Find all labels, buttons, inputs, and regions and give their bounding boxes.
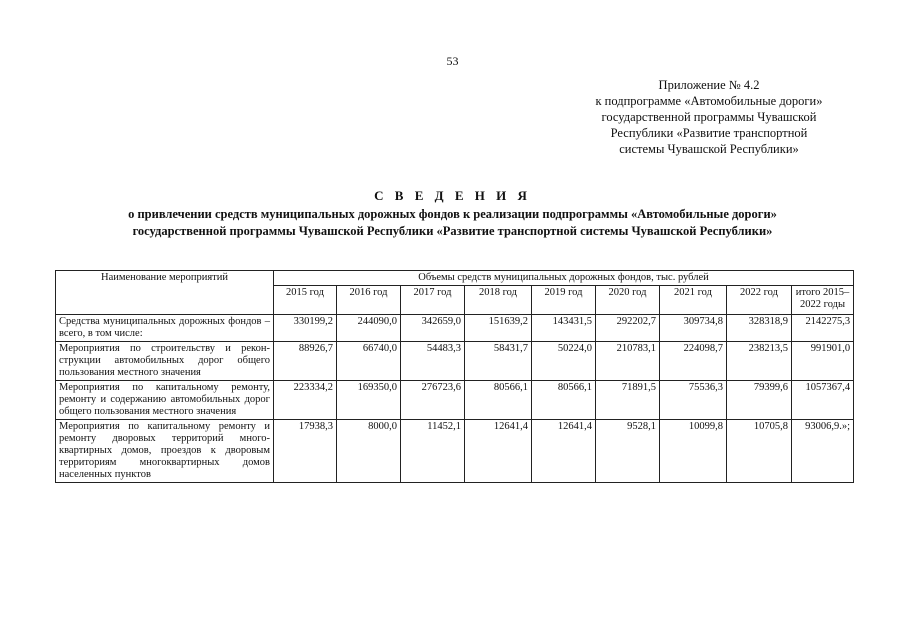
- cell-total: 991901,0: [792, 342, 854, 381]
- cell-value: 292202,7: [596, 315, 660, 342]
- appendix-line: к подпрограмме «Автомобильные дороги»: [595, 94, 823, 108]
- appendix-block: [563, 77, 855, 157]
- cell-value: 12641,4: [465, 420, 532, 483]
- subtitle-line: о привлечении средств муниципальных дорожных фондов к реализации подпрограммы «Автомобильные дороги»: [128, 207, 777, 221]
- year-header: 2018 год: [465, 286, 532, 315]
- cell-value: 71891,5: [596, 381, 660, 420]
- cell-value: 151639,2: [465, 315, 532, 342]
- year-header: 2016 год: [337, 286, 401, 315]
- cell-value: 58431,7: [465, 342, 532, 381]
- appendix-line: системы Чувашской Республики»: [619, 142, 799, 156]
- cell-value: 143431,5: [532, 315, 596, 342]
- cell-value: 10705,8: [727, 420, 792, 483]
- cell-value: 8000,0: [337, 420, 401, 483]
- row-name: Мероприятия по капитальному ремонту и ремонту дворовых территорий многоквартирных домов, проездов к дворовым территориям многоквартирных домов населенных пунктов: [56, 420, 274, 483]
- cell-total: 1057367,4: [792, 381, 854, 420]
- cell-value: 88926,7: [274, 342, 337, 381]
- cell-value: 12641,4: [532, 420, 596, 483]
- cell-value: 169350,0: [337, 381, 401, 420]
- table-row: [56, 315, 854, 342]
- cell-value: 330199,2: [274, 315, 337, 342]
- appendix-line: Приложение № 4.2: [658, 78, 760, 92]
- year-header: 2020 год: [596, 286, 660, 315]
- volume-column-header: Объемы средств муниципальных дорожных фондов, тыс. рублей: [274, 271, 854, 286]
- cell-value: 80566,1: [465, 381, 532, 420]
- document-subtitle: [40, 206, 865, 240]
- cell-value: 223334,2: [274, 381, 337, 420]
- cell-value: 244090,0: [337, 315, 401, 342]
- cell-value: 328318,9: [727, 315, 792, 342]
- year-header: 2017 год: [401, 286, 465, 315]
- cell-value: 79399,6: [727, 381, 792, 420]
- row-name: Мероприятия по строительству и реконструкции автомобильных дорог общего пользования местного значения: [56, 342, 274, 381]
- row-name: Мероприятия по капитальному ремонту, ремонту и содержанию автомобильных дорог общего пользования местного значения: [56, 381, 274, 420]
- table-row: [56, 420, 854, 483]
- document-title: С В Е Д Е Н И Я: [374, 188, 531, 203]
- year-header: 2019 год: [532, 286, 596, 315]
- cell-value: 276723,6: [401, 381, 465, 420]
- cell-value: 11452,1: [401, 420, 465, 483]
- cell-value: 238213,5: [727, 342, 792, 381]
- year-header: 2022 год: [727, 286, 792, 315]
- cell-value: 50224,0: [532, 342, 596, 381]
- table-row: [56, 381, 854, 420]
- cell-value: 210783,1: [596, 342, 660, 381]
- cell-value: 54483,3: [401, 342, 465, 381]
- cell-value: 66740,0: [337, 342, 401, 381]
- cell-value: 17938,3: [274, 420, 337, 483]
- funds-table: [55, 270, 854, 483]
- cell-value: 309734,8: [660, 315, 727, 342]
- table-row: [56, 342, 854, 381]
- cell-value: 10099,8: [660, 420, 727, 483]
- cell-value: 342659,0: [401, 315, 465, 342]
- row-name: Средства муниципальных дорожных фондов – всего, в том числе:: [56, 315, 274, 342]
- cell-value: 9528,1: [596, 420, 660, 483]
- appendix-line: Республики «Развитие транспортной: [610, 126, 808, 140]
- cell-value: 80566,1: [532, 381, 596, 420]
- appendix-line: государственной программы Чувашской: [601, 110, 817, 124]
- cell-total: 93006,9.»;: [792, 420, 854, 483]
- cell-value: 75536,3: [660, 381, 727, 420]
- table-header-row: [56, 271, 854, 286]
- year-header: 2015 год: [274, 286, 337, 315]
- subtitle-line: государственной программы Чувашской Республики «Развитие транспортной системы Чувашской Республики»: [132, 224, 773, 238]
- cell-total: 2142275,3: [792, 315, 854, 342]
- page-number: 53: [446, 54, 459, 68]
- year-header: 2021 год: [660, 286, 727, 315]
- cell-value: 224098,7: [660, 342, 727, 381]
- name-column-header: Наименование мероприятий: [56, 271, 274, 315]
- total-column-header: итого 2015–2022 годы: [792, 286, 854, 315]
